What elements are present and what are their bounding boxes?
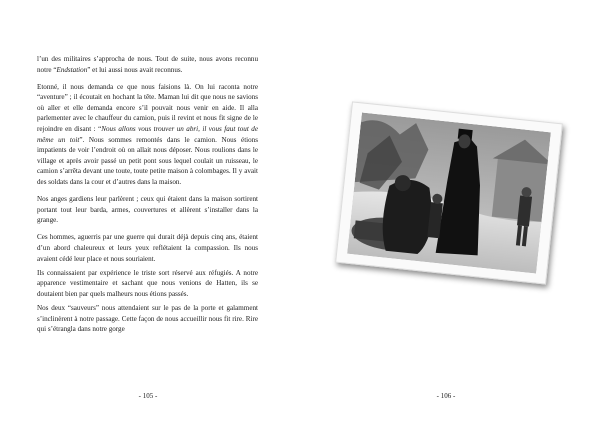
text-run: l’un des militaires s’approcha de nous. Tout de suite, nous avons reconnu notre “	[37, 55, 258, 74]
paragraph	[37, 194, 258, 226]
paragraph	[37, 232, 258, 264]
text-run: Nos anges gardiens leur parlèrent ; ceux qui étaient dans la maison sortirent portant tout leur barda, armes, couvertures et allèrent s’installer dans la grange.	[37, 195, 258, 225]
page-number-left: - 105 -	[138, 392, 158, 400]
photo-frame	[335, 101, 563, 284]
text-run: Nos deux “sauveurs” nous attendaient sur le pas de la porte et galamment s’inclinèrent à notre passage. Cette façon de nous accueillir nous fit rire. Rire qui s’étrangla dans notre gorge	[37, 303, 258, 334]
page-number-right: - 106 -	[436, 392, 456, 400]
italic-run: Endstation	[56, 65, 88, 74]
paragraph	[37, 303, 258, 335]
paragraph	[37, 268, 258, 300]
paragraph	[37, 82, 258, 188]
right-page	[300, 0, 600, 424]
italic-run: Nous allons vous trouver un abri, il vous faut tout de même un toit	[37, 125, 258, 144]
text-run: Ces hommes, aguerris par une guerre qui durait déjà depuis cinq ans, étaient d’un abord chaleureux et leurs yeux reflétaient la compassion. Ils nous avaient cédé leur place et nous souriaient.	[37, 233, 258, 263]
paragraph	[37, 54, 258, 75]
photo-image	[347, 112, 551, 273]
body-text	[37, 54, 258, 341]
historical-photograph	[347, 112, 551, 273]
text-run: ”. Nous sommes remontés dans le camion. Nous étions impatients de voir l’endroit où on allait nous déposer. Nous roulions dans le village et après avoir passé un petit pont sous lequel coulait un ruisseau, le camion s’arrêta devant une toute, toute petite maison à colombages. Il y avait des soldats dans la cour et d’autres dans la maison.	[37, 135, 258, 187]
text-run: Etonné, il nous demanda ce que nous faisions là. On lui raconta notre “aventure” ; il écoutait en hochant la tête. Maman lui dit que nous ne savions où aller et elle demanda encore s’il pouvait nous venir en aide. Il alla parlementer avec le chauffeur du camion, puis il revint et nous fit signe de le rejoindre en disant : “	[37, 82, 258, 134]
text-run: ” et lui aussi nous avait reconnus.	[87, 65, 183, 74]
text-run: Ils connaissaient par expérience le triste sort réservé aux réfugiés. A notre apparence vestimentaire et sachant que nous venions de Hatten, ils se doutaient bien par quels malheurs nous étions passés.	[37, 268, 258, 298]
